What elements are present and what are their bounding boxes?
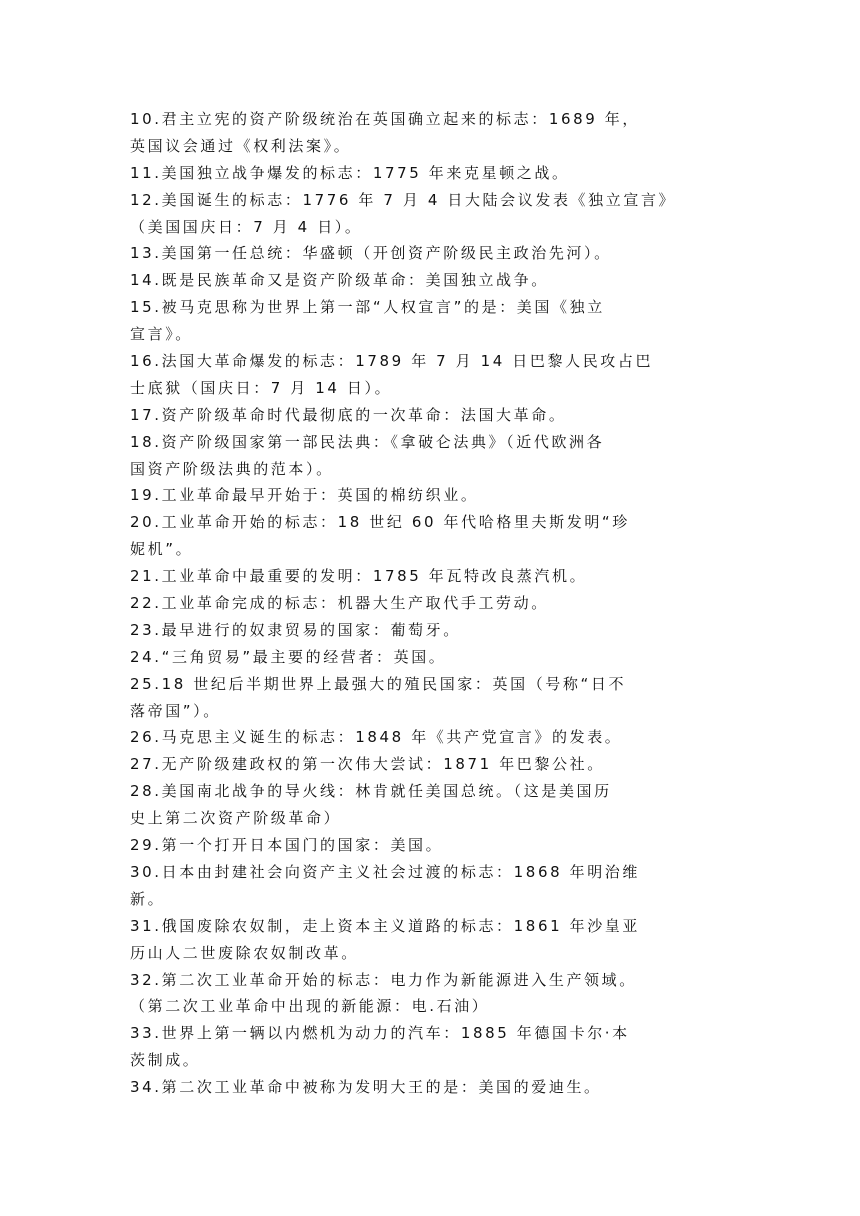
text-line: 16.法国大革命爆发的标志：1789 年 7 月 14 日巴黎人民攻占巴: [130, 352, 654, 371]
text-line: 27.无产阶级建政权的第一次伟大尝试：1871 年巴黎公社。: [130, 755, 605, 774]
text-line: 24.“三角贸易”最主要的经营者：英国。: [130, 647, 447, 666]
text-line: 15.被马克思称为世界上第一部“人权宣言”的是：美国《独立: [130, 298, 605, 317]
text-line: 历山人二世废除农奴制改革。: [130, 943, 359, 962]
text-line: 新。: [130, 889, 166, 908]
document-body: [130, 106, 730, 1101]
text-line: 32.第二次工业革命开始的标志：电力作为新能源进入生产领域。: [130, 970, 637, 989]
text-line: 19.工业革命最早开始于：英国的棉纺织业。: [130, 486, 479, 505]
text-line: 落帝国”）。: [130, 701, 221, 720]
text-line: 30.日本由封建社会向资产主义社会过渡的标志：1868 年明治维: [130, 862, 640, 881]
text-line: 12.美国诞生的标志：1776 年 7 月 4 日大陆会议发表《独立宣言》: [130, 190, 677, 209]
text-line: 33.世界上第一辆以内燃机为动力的汽车：1885 年德国卡尔·本: [130, 1024, 630, 1043]
text-line: 23.最早进行的奴隶贸易的国家：葡萄牙。: [130, 620, 461, 639]
text-line: 18.资产阶级国家第一部民法典：《拿破仑法典》（近代欧洲各: [130, 432, 605, 451]
text-line: 26.马克思主义诞生的标志：1848 年《共产党宣言》的发表。: [130, 728, 623, 747]
text-line: 10.君主立宪的资产阶级统治在英国确立起来的标志：1689 年，: [130, 110, 640, 128]
text-line: 21.工业革命中最重要的发明：1785 年瓦特改良蒸汽机。: [130, 567, 588, 586]
text-line: 28.美国南北战争的导火线：林肯就任美国总统。（这是美国历: [130, 782, 612, 801]
text-line: 宣言》。: [130, 325, 193, 344]
text-line: 25.18 世纪后半期世界上最强大的殖民国家：英国（号称“日不: [130, 674, 627, 693]
text-line: 妮机”。: [130, 540, 194, 559]
text-line: 20.工业革命开始的标志：18 世纪 60 年代哈格里夫斯发明“珍: [130, 513, 630, 532]
text-line: 17.资产阶级革命时代最彻底的一次革命：法国大革命。: [130, 405, 567, 424]
text-line: 29.第一个打开日本国门的国家：美国。: [130, 836, 444, 855]
text-line: 13.美国第一任总统：华盛顿（开创资产阶级民主政治先河）。: [130, 244, 612, 263]
text-line: 士底狱（国庆日：7 月 14 日）。: [130, 378, 393, 397]
text-line: 14.既是民族革命又是资产阶级革命：美国独立战争。: [130, 271, 549, 290]
text-line: 31.俄国废除农奴制，走上资本主义道路的标志：1861 年沙皇亚: [130, 916, 640, 935]
text-line: （第二次工业革命中出现的新能源：电.石油）: [130, 997, 490, 1016]
text-line: 茨制成。: [130, 1051, 201, 1070]
text-line: 34.第二次工业革命中被称为发明大王的是：美国的爱迪生。: [130, 1078, 602, 1097]
text-line: 11.美国独立战争爆发的标志：1775 年来克星顿之战。: [130, 163, 570, 182]
text-line: 国资产阶级法典的范本）。: [130, 459, 334, 478]
text-line: 22.工业革命完成的标志：机器大生产取代手工劳动。: [130, 594, 549, 613]
text-line: （美国国庆日：7 月 4 日）。: [130, 217, 363, 236]
text-line: 史上第二次资产阶级革命）: [130, 809, 342, 828]
text-line: 英国议会通过《权利法案》。: [130, 136, 352, 155]
